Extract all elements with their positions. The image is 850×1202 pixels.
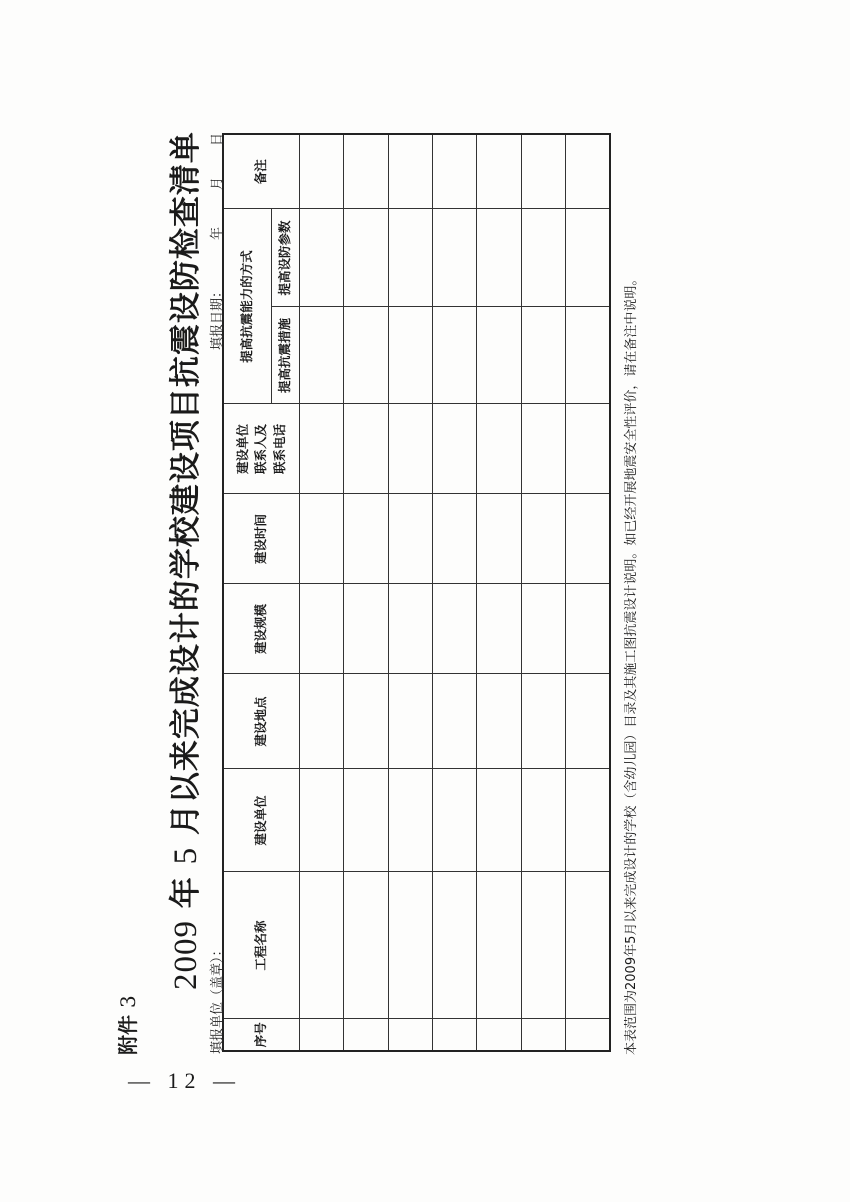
table-cell[interactable] (566, 674, 610, 769)
header-contact (223, 404, 300, 494)
table-cell[interactable] (477, 674, 521, 769)
table-cell[interactable] (477, 584, 521, 674)
table-cell[interactable] (566, 769, 610, 872)
header-improve-group: 提高抗震能力的方式 (223, 209, 271, 404)
attachment-number: 3 (116, 995, 140, 1009)
table-cell[interactable] (344, 584, 388, 674)
table-cell[interactable] (477, 134, 521, 209)
table-row (388, 134, 432, 1051)
header-remarks: 备注 (223, 134, 300, 209)
table-cell[interactable] (388, 134, 432, 209)
table-cell[interactable] (344, 769, 388, 872)
page-number: — 12 — (128, 1068, 241, 1093)
table-cell[interactable] (477, 494, 521, 584)
table-cell[interactable] (521, 674, 565, 769)
table-cell[interactable] (300, 307, 344, 404)
table-cell[interactable] (566, 872, 610, 1019)
table-cell[interactable] (344, 404, 388, 494)
table-cell[interactable] (344, 494, 388, 584)
table-cell[interactable] (300, 872, 344, 1019)
header-time: 建设时间 (223, 494, 300, 584)
table-cell[interactable] (566, 404, 610, 494)
table-cell[interactable] (477, 769, 521, 872)
table-cell[interactable] (300, 769, 344, 872)
attachment-text: 附件 (116, 1015, 140, 1055)
table-cell[interactable] (388, 209, 432, 307)
table-row (477, 134, 521, 1051)
table-cell[interactable] (521, 307, 565, 404)
table-cell[interactable] (344, 307, 388, 404)
attachment-label (112, 995, 141, 1055)
header-params: 提高设防参数 (271, 209, 299, 307)
table-cell[interactable] (388, 494, 432, 584)
table-row (521, 134, 565, 1051)
table-cell[interactable] (344, 134, 388, 209)
table-cell[interactable] (566, 584, 610, 674)
table-cell[interactable] (344, 209, 388, 307)
header-project-name: 工程名称 (223, 872, 300, 1019)
table-cell[interactable] (521, 209, 565, 307)
table-cell[interactable] (521, 769, 565, 872)
table-cell[interactable] (300, 584, 344, 674)
report-date-day: 日 (210, 132, 225, 146)
header-seq: 序号 (223, 1019, 300, 1051)
table-cell[interactable] (388, 307, 432, 404)
table-cell[interactable] (344, 872, 388, 1019)
table-cell[interactable] (433, 134, 477, 209)
table-cell[interactable] (566, 134, 610, 209)
table-cell[interactable] (388, 1019, 432, 1051)
title-month: 5 (168, 846, 204, 865)
report-date-label: 填报日期： (210, 284, 225, 350)
table-cell[interactable] (521, 584, 565, 674)
table-cell[interactable] (388, 584, 432, 674)
inspection-table (222, 133, 611, 1052)
table-cell[interactable] (433, 674, 477, 769)
table-cell[interactable] (300, 404, 344, 494)
table-row (566, 134, 610, 1051)
table-cell[interactable] (300, 134, 344, 209)
table-cell[interactable] (477, 307, 521, 404)
table-cell[interactable] (477, 872, 521, 1019)
table-cell[interactable] (566, 209, 610, 307)
table-cell[interactable] (433, 307, 477, 404)
table-row (344, 134, 388, 1051)
table-cell[interactable] (433, 494, 477, 584)
header-scale: 建设规模 (223, 584, 300, 674)
table-cell[interactable] (477, 404, 521, 494)
table-row (300, 134, 344, 1051)
table-cell[interactable] (433, 872, 477, 1019)
table-cell[interactable] (388, 674, 432, 769)
table-cell[interactable] (433, 404, 477, 494)
table-cell[interactable] (388, 404, 432, 494)
table-cell[interactable] (300, 674, 344, 769)
table-cell[interactable] (477, 1019, 521, 1051)
table-cell[interactable] (521, 404, 565, 494)
table-cell[interactable] (433, 769, 477, 872)
title-nian: 年 (168, 876, 204, 909)
table-cell[interactable] (433, 209, 477, 307)
table-cell[interactable] (566, 494, 610, 584)
table-cell[interactable] (300, 494, 344, 584)
contact-line-2: 联系人及 (253, 424, 269, 475)
page-title (160, 131, 205, 990)
footnote: 本表范围为2009年5月以来完成设计的学校（含幼儿园）目录及其施工图抗震设计说明。如已经开展地震安全性评价，请在备注中说明。 (624, 272, 639, 1055)
table-cell[interactable] (566, 1019, 610, 1051)
title-rest: 月以来完成设计的学校建设项目抗震设防检查清单 (168, 131, 204, 836)
table-cell[interactable] (388, 872, 432, 1019)
table-cell[interactable] (521, 494, 565, 584)
table-cell[interactable] (566, 307, 610, 404)
report-date-year: 年 (210, 226, 225, 240)
table-cell[interactable] (477, 209, 521, 307)
table-cell[interactable] (433, 1019, 477, 1051)
reporting-unit-label: 填报单位（盖章）： (210, 943, 225, 1054)
table-cell[interactable] (521, 134, 565, 209)
title-year: 2009 (168, 920, 204, 990)
table-cell[interactable] (521, 872, 565, 1019)
header-location: 建设地点 (223, 674, 300, 769)
contact-line-1: 建设单位 (235, 424, 251, 475)
table-cell[interactable] (388, 769, 432, 872)
table-cell[interactable] (344, 674, 388, 769)
table-cell[interactable] (300, 209, 344, 307)
header-measures: 提高抗震措施 (271, 307, 299, 404)
report-date-month: 月 (210, 176, 225, 190)
table-cell[interactable] (521, 1019, 565, 1051)
table-cell[interactable] (300, 1019, 344, 1051)
contact-line-3: 联系电话 (271, 424, 287, 475)
table-cell[interactable] (344, 1019, 388, 1051)
header-builder: 建设单位 (223, 769, 300, 872)
table-row (433, 134, 477, 1051)
table-cell[interactable] (433, 584, 477, 674)
